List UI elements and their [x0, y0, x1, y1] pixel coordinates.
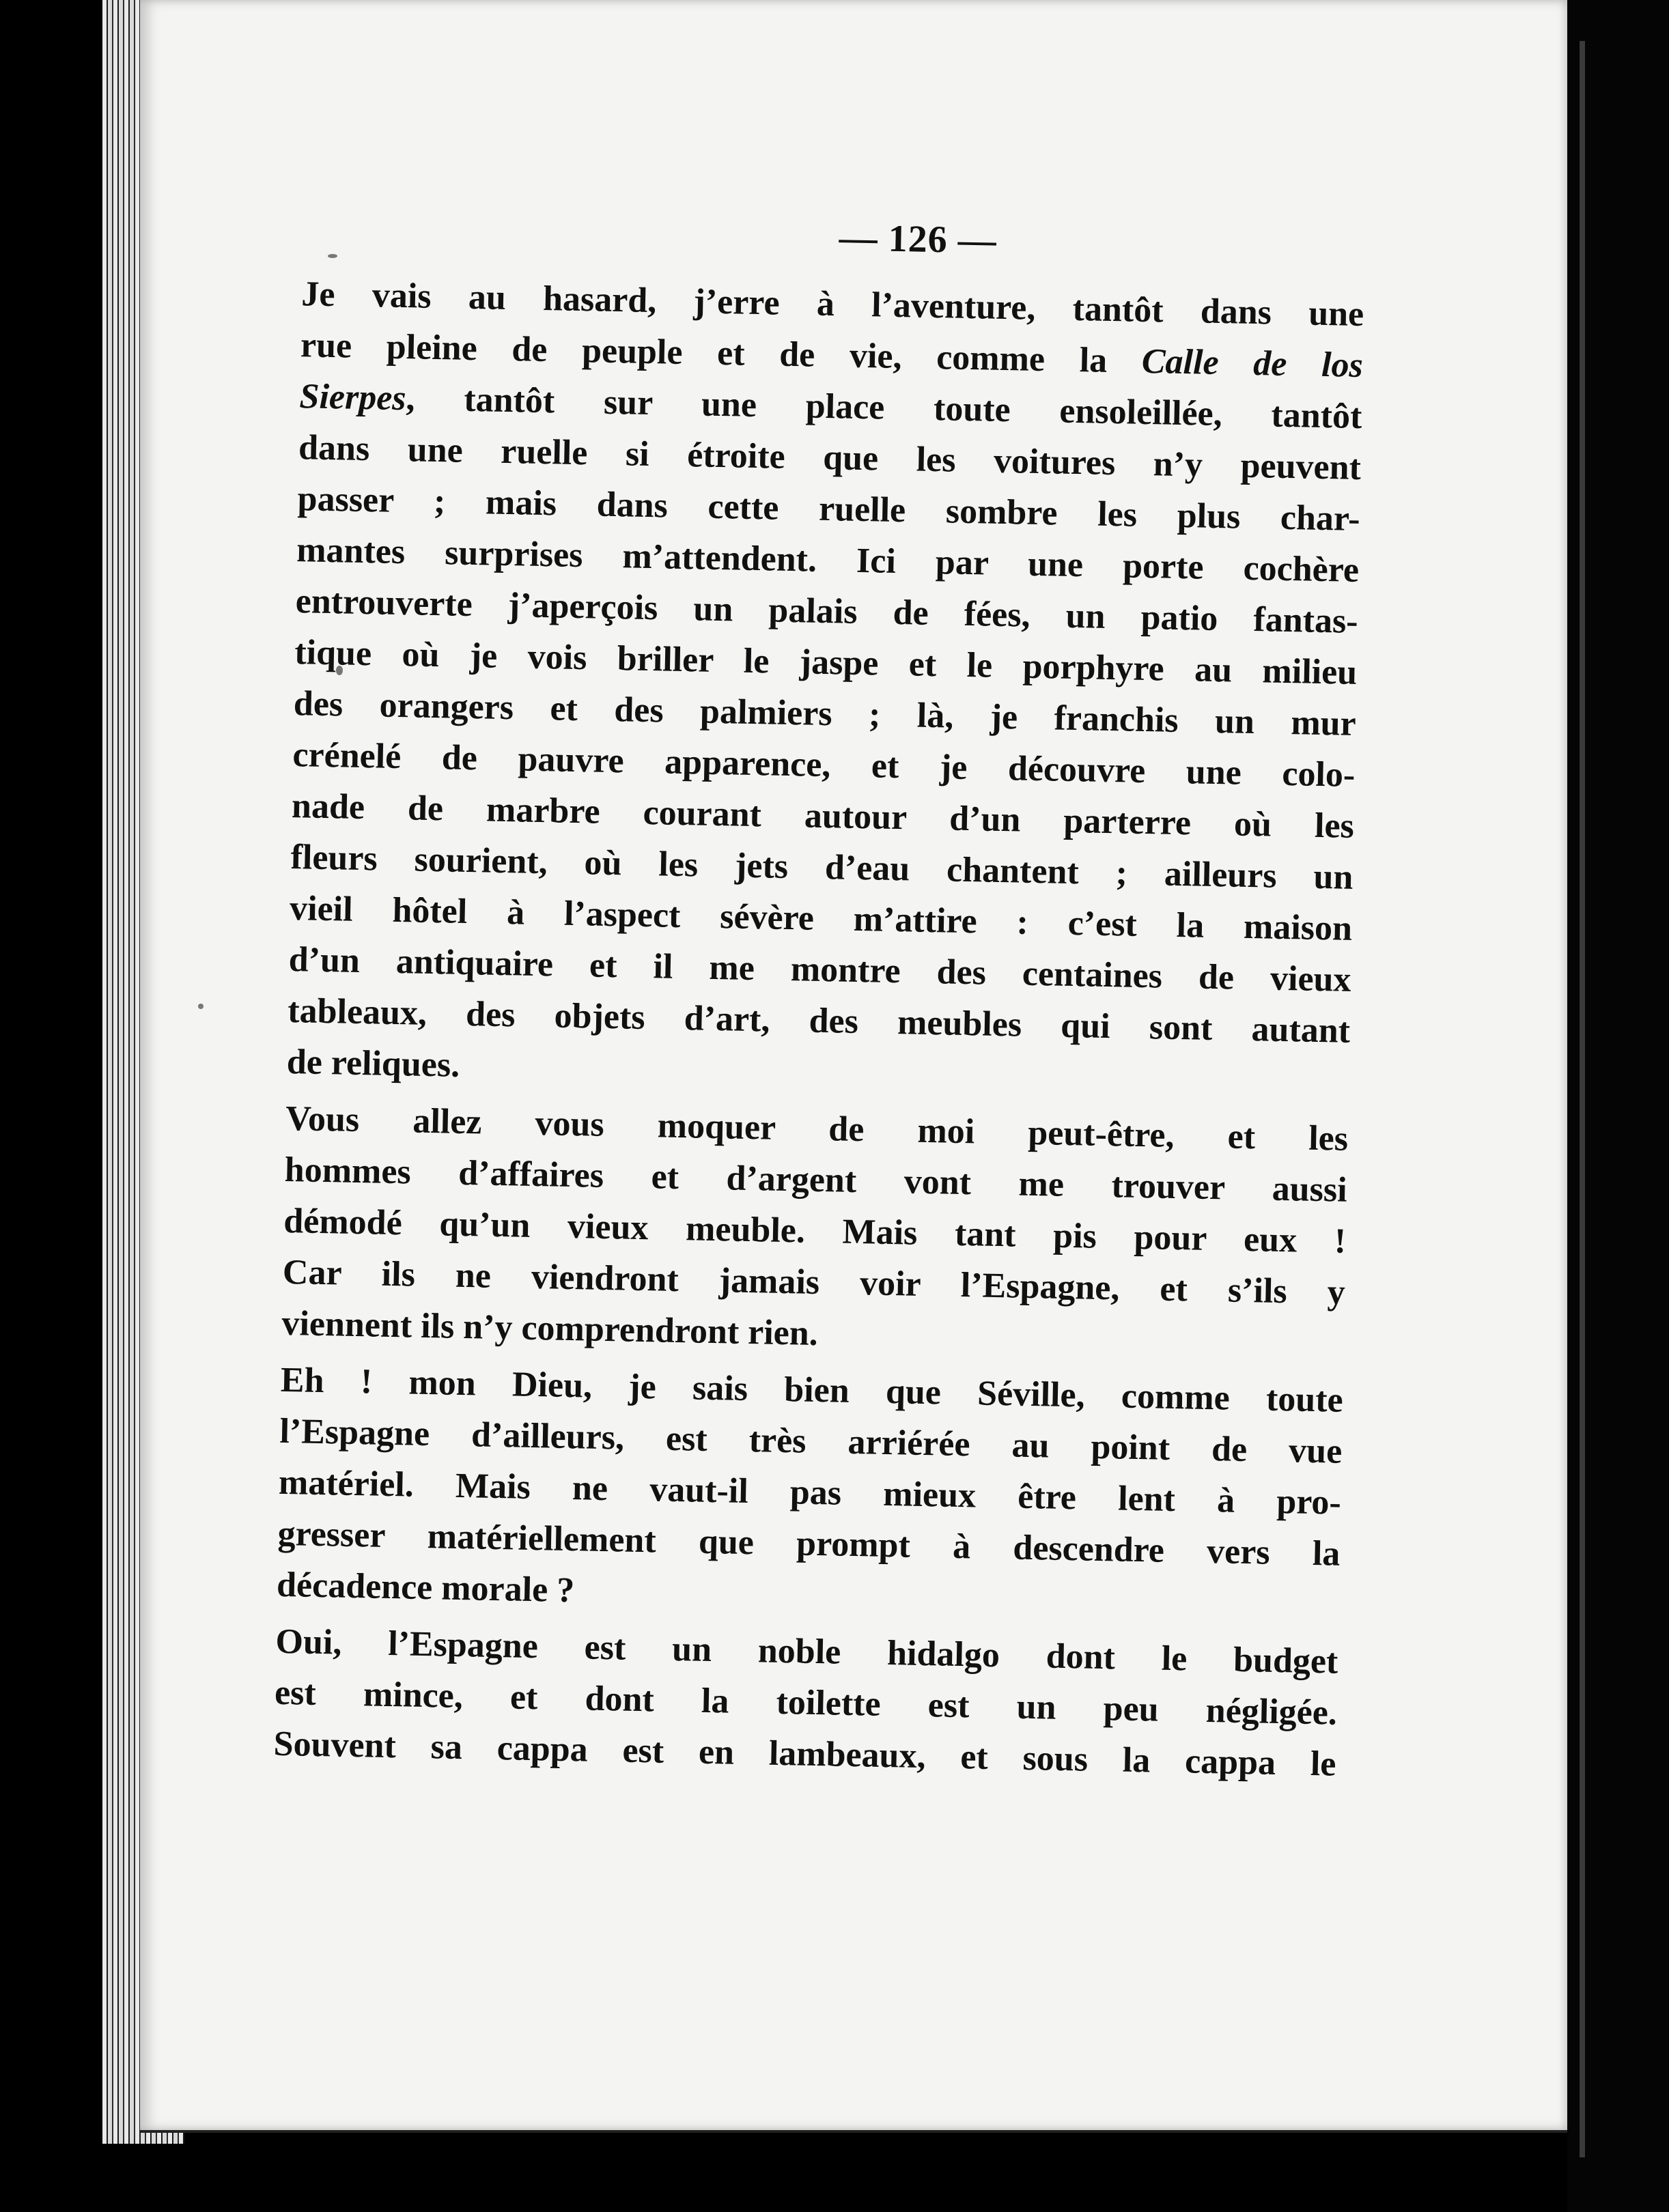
text-line: crénelé de pauvre apparence, et je découvre une colo- [292, 735, 1356, 795]
text-line: des orangers et des palmiers ; là, je franchis un mur [293, 684, 1357, 743]
binding-edge [1567, 0, 1669, 2212]
text-line: gresser matériellement que prompt à descendre vers la [277, 1514, 1341, 1574]
text-line: tique où je vois briller le jaspe et le porphyre au milieu [294, 633, 1358, 692]
paragraph-4 [229, 1615, 1338, 1790]
ink-speck [198, 1004, 204, 1009]
text-line: l’Espagne d’ailleurs, est très arriérée au point de vue [279, 1411, 1343, 1471]
text-line: hommes d’affaires et d’argent vont me trouver aussi [284, 1150, 1348, 1210]
text-line: décadence morale ? [276, 1565, 575, 1611]
text-line: vieil hôtel à l’aspect sévère m’attire : c’est la maison [289, 889, 1353, 948]
text-line: Sierpes, tantôt sur une place toute ensoleillée, tantôt [299, 377, 1362, 437]
text-line: d’un antiquaire et il me montre des centaines de vieux [288, 940, 1352, 999]
text-line: tableaux, des objets d’art, des meubles qui sont autant [287, 991, 1351, 1051]
text-line: démodé qu’un vieux meuble. Mais tant pis pour eux ! [283, 1201, 1347, 1261]
text-line: mantes surprises m’attendent. Ici par une porte cochère [296, 530, 1360, 591]
text-line: passer ; mais dans cette ruelle sombre les plus char- [297, 479, 1361, 539]
page-number: — 126 — [839, 216, 998, 262]
text-line: viennent ils n’y comprendront rien. [281, 1303, 819, 1353]
text-line: rue pleine de peuple et de vie, comme la Calle de los [300, 326, 1364, 386]
text-line: Car ils ne viendront jamais voir l’Espagne, et s’ils y [282, 1252, 1346, 1312]
paragraph-1 [242, 268, 1364, 1108]
text-line: nade de marbre courant autour d’un parterre où les [291, 786, 1355, 846]
text-line: Je vais au hasard, j’erre à l’aventure, tantôt dans une [300, 274, 1364, 335]
text-line: dans une ruelle si étroite que les voitures n’y peuvent [298, 428, 1362, 488]
text-line: de reliques. [286, 1043, 460, 1085]
text-line: Eh ! mon Dieu, je sais bien que Séville, comme toute [280, 1360, 1344, 1420]
text-line: entrouverte j’aperçois un palais de fées, un patio fantas- [295, 582, 1359, 641]
text-line: est mince, et dont la toilette est un peu négligée. [274, 1673, 1338, 1733]
text-line: matériel. Mais ne vaut-il pas mieux être lent à pro- [278, 1462, 1342, 1522]
paragraph-2 [238, 1092, 1349, 1370]
page-text [229, 205, 1366, 1790]
text-line: Vous allez vous moquer de moi peut-être, et les [285, 1098, 1349, 1159]
text-line: Oui, l’Espagne est un noble hidalgo dont le budget [275, 1621, 1338, 1682]
paragraph-3 [232, 1354, 1343, 1631]
text-line: Souvent sa cappa est en lambeaux, et sous la cappa le [273, 1724, 1336, 1784]
text-line: fleurs sourient, où les jets d’eau chantent ; ailleurs un [290, 838, 1354, 897]
